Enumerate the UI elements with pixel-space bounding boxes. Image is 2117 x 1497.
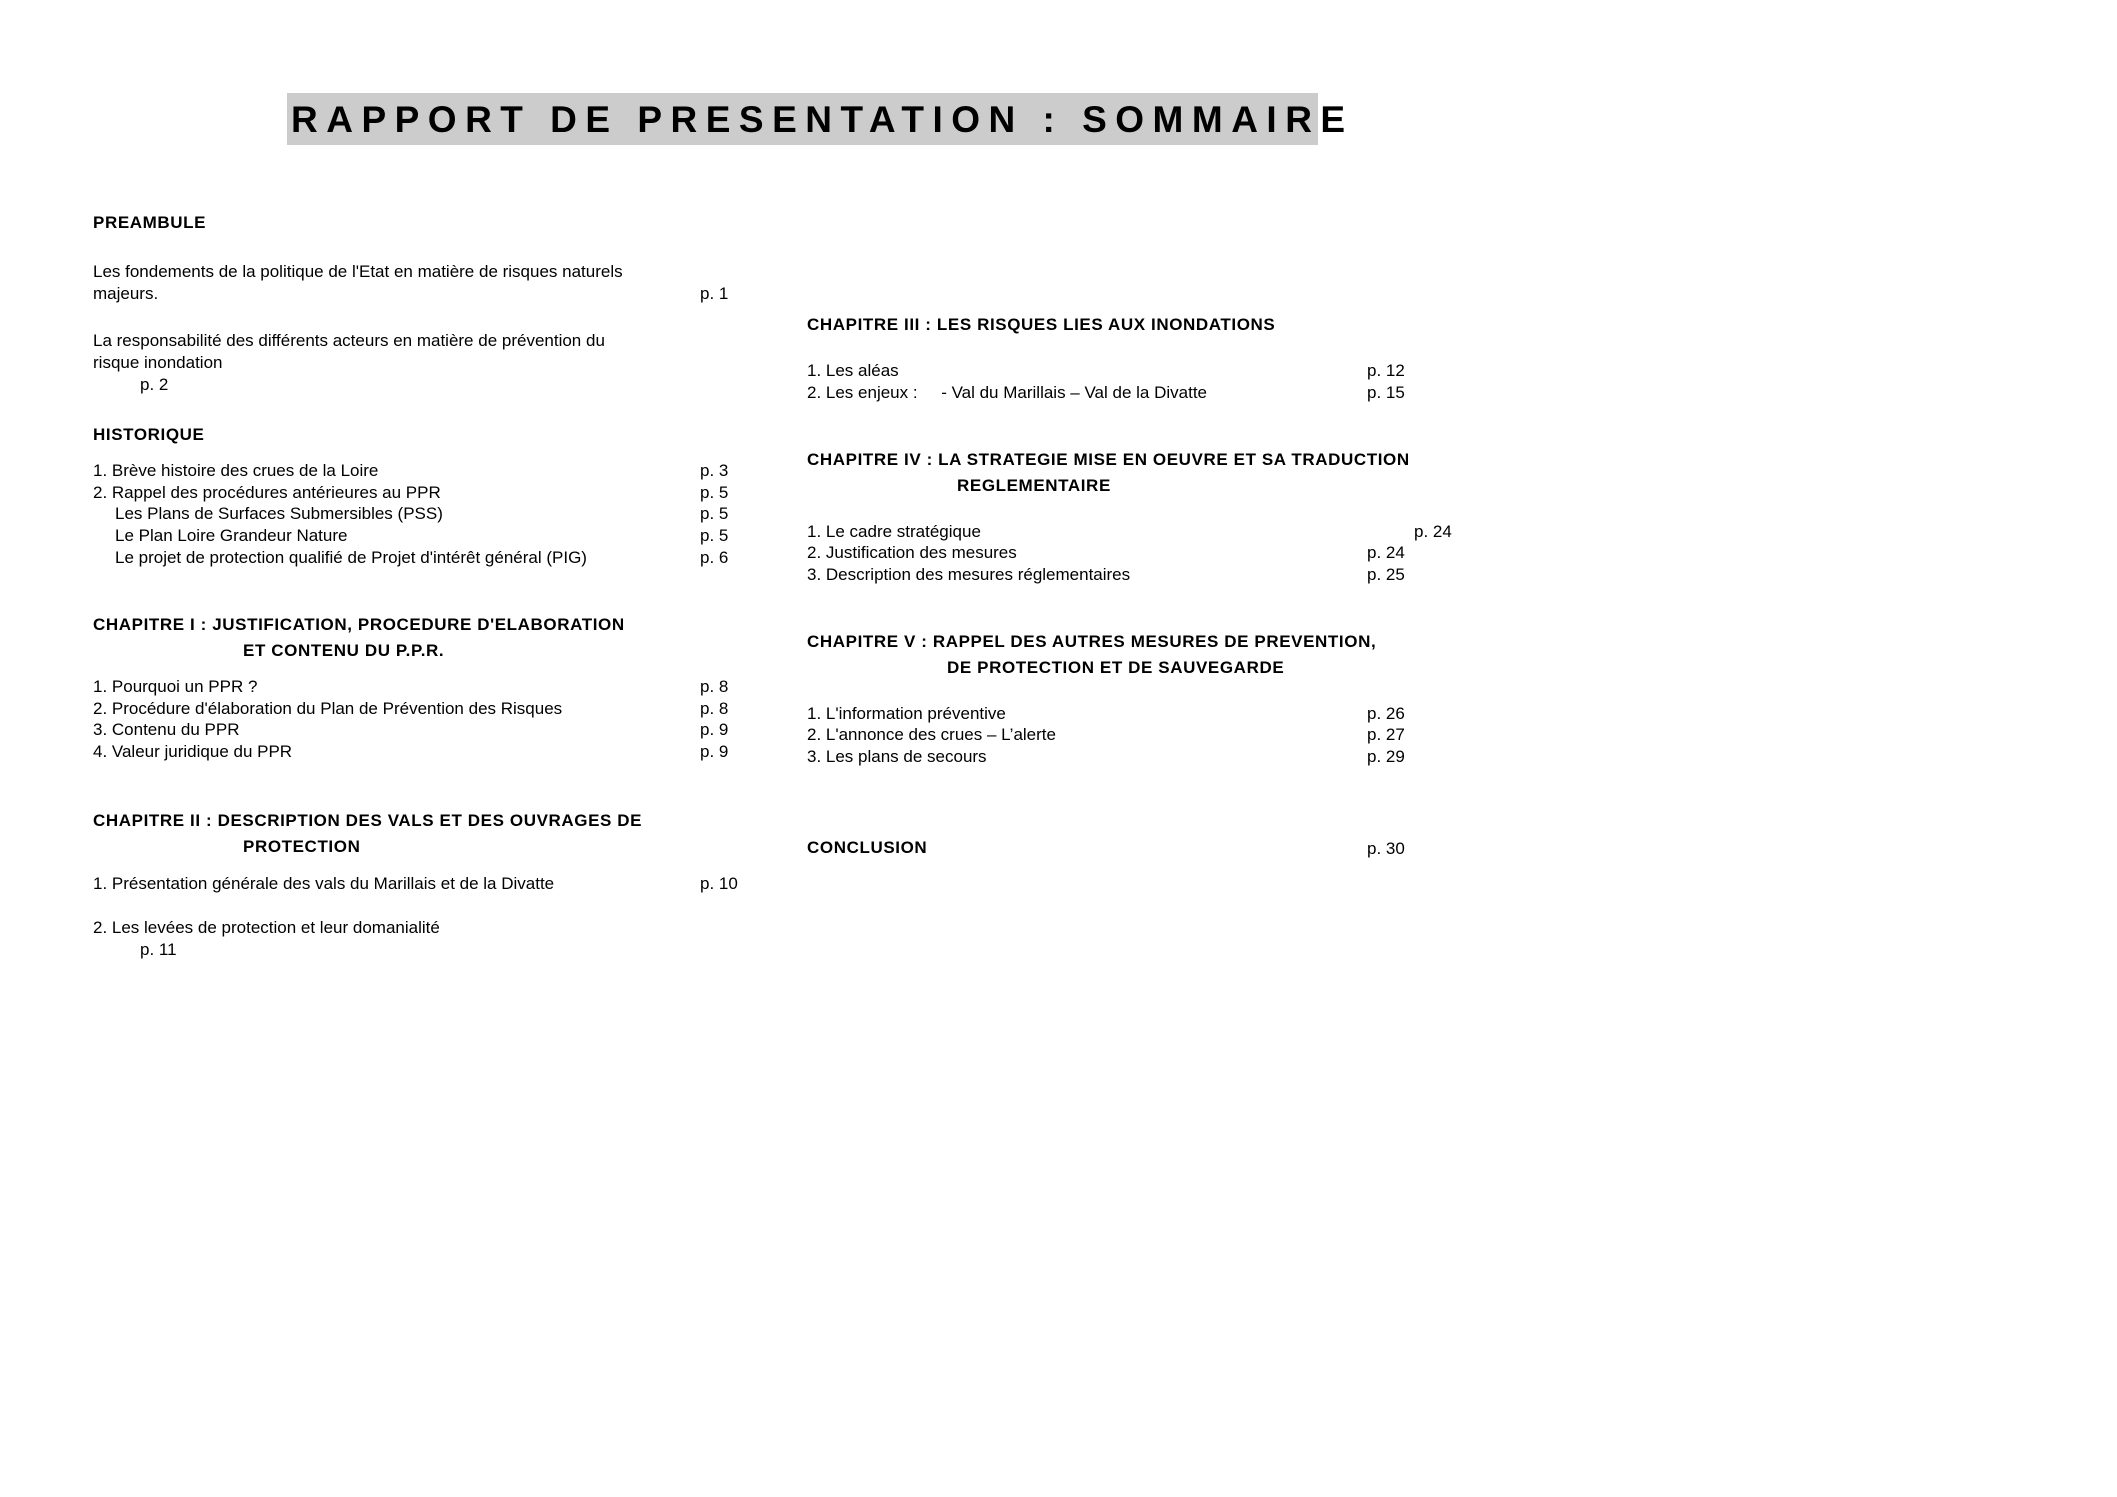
toc-entry: 3. Contenu du PPR xyxy=(93,720,240,739)
chapitre4-heading-line2: REGLEMENTAIRE xyxy=(957,476,1111,495)
page-title: RAPPORT DE PRESENTATION : SOMMAIRE xyxy=(291,99,1354,140)
preambule-item1-line1: Les fondements de la politique de l'Etat en matière de risques naturels xyxy=(93,262,623,281)
toc-entry: Le projet de protection qualifié de Projet d'intérêt général (PIG) xyxy=(115,548,587,567)
conclusion-page: p. 30 xyxy=(1367,839,1405,858)
toc-page: p. 3 xyxy=(700,461,729,480)
chapitre2-item2: 2. Les levées de protection et leur domanialité xyxy=(93,918,440,937)
preambule-heading: PREAMBULE xyxy=(93,213,207,232)
toc-page: p. 6 xyxy=(700,548,729,567)
toc-entry: Le Plan Loire Grandeur Nature xyxy=(115,526,348,545)
toc-entry: 1. Le cadre stratégique xyxy=(807,522,981,541)
conclusion-heading: CONCLUSION xyxy=(807,838,928,857)
toc-entry: 2. Justification des mesures xyxy=(807,543,1017,562)
chapitre2-heading-line2: PROTECTION xyxy=(243,837,361,856)
toc-entry: 1. Brève histoire des crues de la Loire xyxy=(93,461,379,480)
toc-entry: 2. Procédure d'élaboration du Plan de Prévention des Risques xyxy=(93,699,563,718)
toc-entry: 1. L'information préventive xyxy=(807,704,1006,723)
toc-page: p. 27 xyxy=(1367,725,1405,744)
toc-entry: 2. Rappel des procédures antérieures au PPR xyxy=(93,483,441,502)
toc-entry: 2. L'annonce des crues – L’alerte xyxy=(807,725,1056,744)
toc-page: p. 25 xyxy=(1367,565,1405,584)
chapitre2-heading-line1: CHAPITRE II : DESCRIPTION DES VALS ET DES OUVRAGES DE xyxy=(93,811,643,830)
toc-entry: 1. Les aléas xyxy=(807,361,899,380)
toc-page: p. 5 xyxy=(700,483,729,502)
toc-entry: Les Plans de Surfaces Submersibles (PSS) xyxy=(115,504,443,523)
chapitre2-item1-page: p. 10 xyxy=(700,874,738,893)
chapitre5-heading-line2: DE PROTECTION ET DE SAUVEGARDE xyxy=(947,658,1285,677)
preambule-item2-line2: risque inondation xyxy=(93,353,223,372)
chapitre1-heading-line2: ET CONTENU DU P.P.R. xyxy=(243,641,445,660)
toc-page: p. 9 xyxy=(700,720,729,739)
toc-entry: 3. Les plans de secours xyxy=(807,747,987,766)
toc-entry: 2. Les enjeux : - Val du Marillais – Val de la Divatte xyxy=(807,383,1208,402)
chapitre2-item2-page: p. 11 xyxy=(140,940,177,959)
toc-page: p. 24 xyxy=(1414,522,1452,541)
historique-heading: HISTORIQUE xyxy=(93,425,205,444)
toc-page: p. 26 xyxy=(1367,704,1405,723)
preambule-item2-line1: La responsabilité des différents acteurs en matière de prévention du xyxy=(93,331,605,350)
chapitre5-heading-line1: CHAPITRE V : RAPPEL DES AUTRES MESURES DE PREVENTION, xyxy=(807,632,1377,651)
toc-entry: 3. Description des mesures réglementaires xyxy=(807,565,1131,584)
toc-page: p. 24 xyxy=(1367,543,1405,562)
toc-page: p. 5 xyxy=(700,526,729,545)
toc-page: p. 9 xyxy=(700,742,729,761)
chapitre3-heading: CHAPITRE III : LES RISQUES LIES AUX INONDATIONS xyxy=(807,315,1276,334)
chapitre4-heading-line1: CHAPITRE IV : LA STRATEGIE MISE EN OEUVRE ET SA TRADUCTION xyxy=(807,450,1410,469)
toc-entry: 4. Valeur juridique du PPR xyxy=(93,742,293,761)
toc-page: p. 8 xyxy=(700,699,729,718)
toc-page: p. 12 xyxy=(1367,361,1405,380)
preambule-item2-page: p. 2 xyxy=(140,375,169,394)
toc-page: p. 29 xyxy=(1367,747,1405,766)
chapitre1-heading-line1: CHAPITRE I : JUSTIFICATION, PROCEDURE D'ELABORATION xyxy=(93,615,625,634)
toc-entry: 1. Pourquoi un PPR ? xyxy=(93,677,258,696)
preambule-item1-page: p. 1 xyxy=(700,284,729,303)
toc-page: p. 15 xyxy=(1367,383,1405,402)
toc-page: p. 5 xyxy=(700,504,729,523)
preambule-item1-line2: majeurs. xyxy=(93,284,159,303)
toc-page: p. 8 xyxy=(700,677,729,696)
chapitre2-item1: 1. Présentation générale des vals du Marillais et de la Divatte xyxy=(93,874,555,893)
